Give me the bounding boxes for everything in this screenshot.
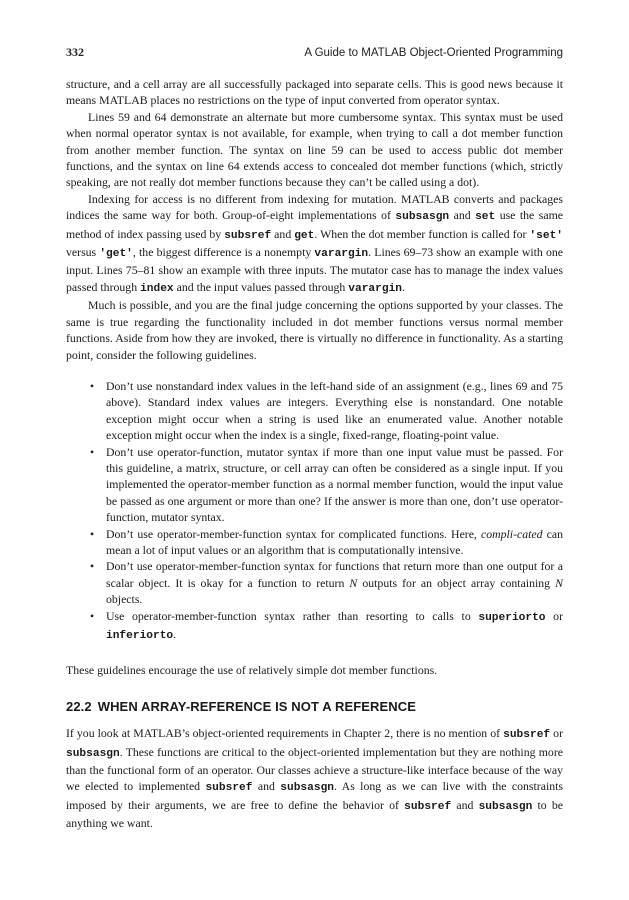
paragraph-continuation: structure, and a cell array are all successfully packaged into separate cells. This is good news because it means MATLAB places no restrictions on the type of input converted from operator syntax. <box>66 77 563 108</box>
code-subsasgn: subsasgn <box>280 782 334 795</box>
text-run: and <box>271 226 295 241</box>
text-run: objects. <box>106 592 143 607</box>
text-run: . <box>173 627 177 641</box>
text-run: or <box>550 726 563 741</box>
code-subsref: subsref <box>205 782 253 795</box>
text-run: Use operator-member-function syntax rather than resorting to calls to <box>106 608 479 623</box>
code-varargin: varargin <box>348 282 402 295</box>
text-run: . When the dot member function is called for <box>314 226 530 241</box>
paragraph-guidelines-intro: Much is possible, and you are the final judge concerning the options supported by your classes. The same is true regarding the functionality included in dot member functions versus normal member functions. Aside from how they are invoked, there is virtually no difference in functionality. As a starting point, consider the following guidelines. <box>66 298 563 362</box>
list-item: • Don’t use operator-function, mutator syntax if more than one input value must be passed. For this guideline, a matrix, structure, or cell array can often be considered as a single input. If you implemented the operator-member function as a normal member function, would the input value be passed as one argument or more than one? If the answer is more than one, don’t use operator-function, mutator syntax. <box>92 444 563 526</box>
code-subsref: subsref <box>404 800 452 813</box>
list-item <box>92 526 563 559</box>
section-title: WHEN ARRAY-REFERENCE IS NOT A REFERENCE <box>97 698 417 714</box>
paragraph-array-reference <box>66 725 563 831</box>
text-run: Don’t use operator-member-function syntax for complicated functions. Here, <box>106 526 481 541</box>
text-run: and <box>451 797 479 812</box>
text-run: outputs for an object array containing <box>357 575 556 590</box>
text-run: , the biggest difference is a nonempty <box>132 245 315 260</box>
code-inferiorto: inferiorto <box>106 630 174 642</box>
book-title: A Guide to MATLAB Object-Oriented Programming <box>304 47 563 59</box>
emphasis-n: N <box>555 575 563 590</box>
code-varargin: varargin <box>314 248 369 261</box>
code-superiorto: superiorto <box>478 611 546 624</box>
code-subsasgn: subsasgn <box>66 747 120 760</box>
text-run: . These functions are critical to the object-oriented implementation but they are nothing more than the functional form of an operator. Our classes achieve a structure-like interface because of the way we elected to implemented <box>66 744 563 794</box>
list-item <box>92 558 563 607</box>
list-item: • Don’t use nonstandard index values in the left-hand side of an assignment (e.g., lines 69 and 75 above). Standard index values are integers. Everything else is nonstandard. One notable exception might occur when a string is used like an enumerated value. Another notable exception might occur when the index is a single, fixed-range, floating-point value. <box>92 378 563 444</box>
text-run: versus <box>66 245 100 260</box>
text-run: Don’t use operator-member-function syntax for functions that return more than one output for a scalar object. It is okay for a function to return <box>106 559 563 590</box>
emphasis-n: N <box>349 575 358 590</box>
code-subsref: subsref <box>503 729 551 742</box>
text-run: If you look at MATLAB’s object-oriented requirements in Chapter 2, there is no mention of <box>66 726 504 741</box>
text-run: Indexing for access is no different from indexing for mutation. MATLAB converts and packages indices the same way for both. Group-of-eight implementations of <box>66 191 563 223</box>
running-header <box>66 44 563 60</box>
page-number: 332 <box>66 45 84 59</box>
code-subsasgn: subsasgn <box>478 800 533 813</box>
text-run: . As long as we can live with the constraints imposed by their arguments, we are free to define the behavior of <box>66 779 563 812</box>
section-number: 22.2 <box>66 698 92 714</box>
code-subsref: subsref <box>224 229 272 242</box>
text-run: to be anything we want. <box>66 797 563 831</box>
text-run: . <box>402 279 405 294</box>
text-run: use the same method of index passing used by <box>66 208 563 241</box>
text-run: . Lines 69–73 show an example with one input. Lines 75–81 show an example with three inputs. The mutator case has to manage the index values passed through <box>66 245 563 294</box>
text-run: and <box>449 208 476 223</box>
emphasis-complicated: compli-cated <box>480 526 543 541</box>
paragraph-guidelines-summary: These guidelines encourage the use of relatively simple dot member functions. <box>66 663 438 678</box>
code-subsasgn: subsasgn <box>395 211 450 224</box>
code-set: set <box>475 211 496 224</box>
section-heading <box>66 699 563 715</box>
guidelines-list <box>66 378 563 645</box>
list-item <box>92 608 563 645</box>
text-run: or <box>545 608 563 623</box>
text-run: can mean a lot of input values or an algorithm that is computationally intensive. <box>106 526 563 557</box>
code-get: get <box>294 229 315 242</box>
paragraph-alternate-syntax: Lines 59 and 64 demonstrate an alternate but more cumbersome syntax. This syntax must be used when normal operator syntax is not available, for example, when trying to call a dot member function from another member function. The syntax on line 59 can be used to access public dot member functions, and the syntax on line 64 extends access to concealed dot member functions (which, strictly speaking, are not really dot member functions because they can’t be called using a dot). <box>66 109 563 190</box>
paragraph-indexing <box>66 191 563 297</box>
code-index: index <box>140 282 174 295</box>
text-run: and <box>252 779 281 794</box>
text-run: and the input values passed through <box>173 279 349 294</box>
code-set-string: 'set' <box>529 229 563 242</box>
code-get-string: 'get' <box>99 248 133 261</box>
